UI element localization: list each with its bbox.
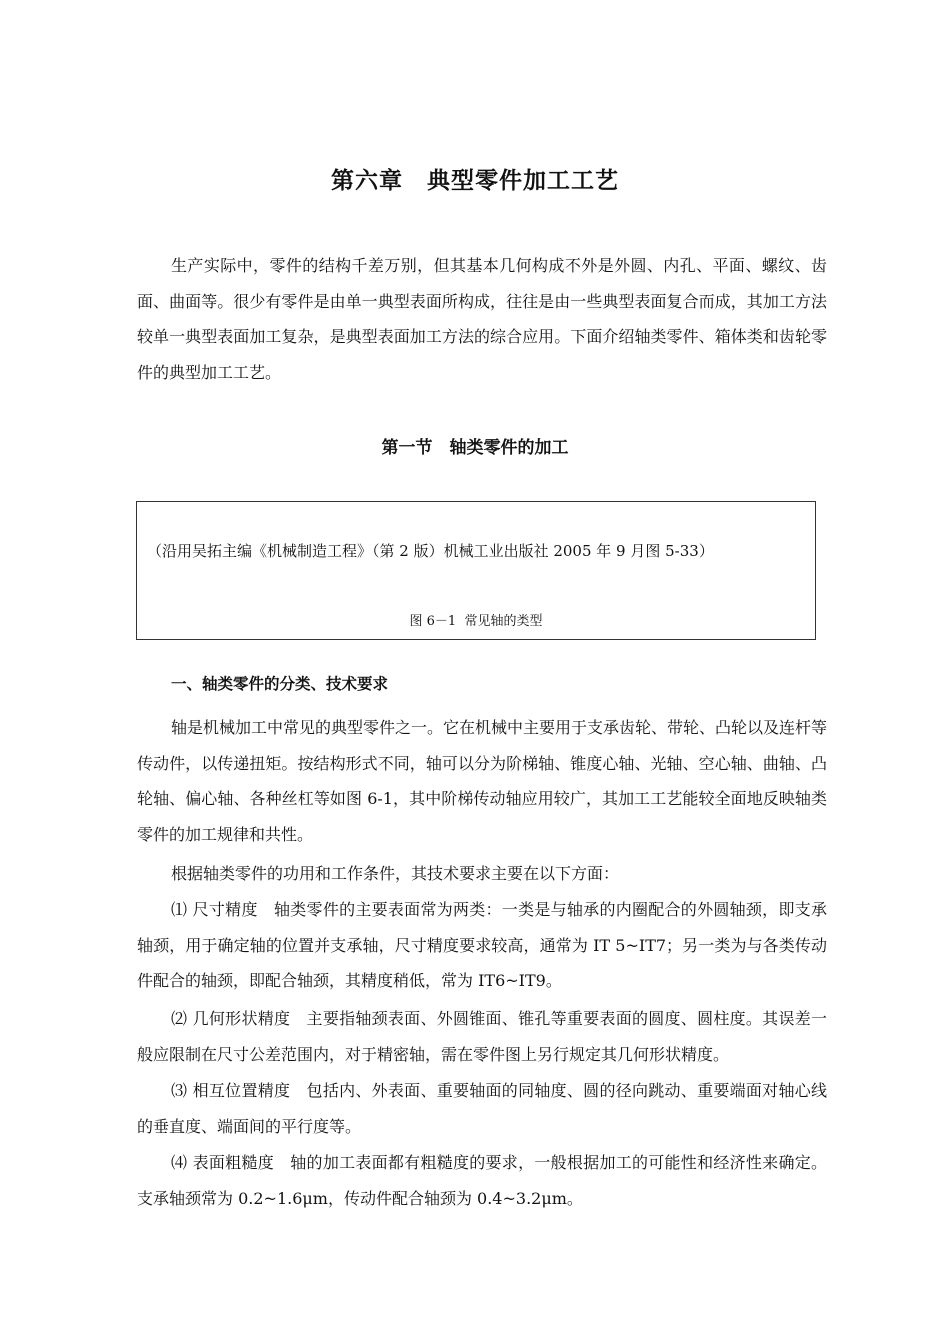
body-paragraph-5: ⑶ 相互位置精度 包括内、外表面、重要轴面的同轴度、圆的径向跳动、重要端面对轴心线的垂直度、端面间的平行度等。 (137, 1081, 827, 1136)
body-paragraph-2: 根据轴类零件的功用和工作条件，其技术要求主要在以下方面： (171, 864, 620, 883)
figure-source-note: （沿用吴拓主编《机械制造工程》（第 2 版）机械工业出版社 2005 年 9 月图 5-33） (147, 542, 714, 560)
chapter-title: 第六章 典型零件加工工艺 (331, 168, 619, 194)
section-title: 第一节 轴类零件的加工 (381, 438, 569, 458)
figure-caption: 图 6－1 常见轴的类型 (409, 614, 543, 629)
body-paragraph-1: 轴是机械加工中常见的典型零件之一。它在机械中主要用于支承齿轮、带轮、凸轮以及连杆等传动件，以传递扭矩。按结构形式不同，轴可以分为阶梯轴、锥度心轴、光轴、空心轴、曲轴、凸轮轴、偏心轴、各种丝杠等如图 6-1，其中阶梯传动轴应用较广，其加工工艺能较全面地反映轴类零件的加工规律和共性。 (137, 718, 828, 844)
subsection-title: 一、轴类零件的分类、技术要求 (171, 675, 389, 693)
body-paragraph-6: ⑷ 表面粗糙度 轴的加工表面都有粗糙度的要求，一般根据加工的可能性和经济性来确定。支承轴颈常为 0.2~1.6μm，传动件配合轴颈为 0.4~3.2μm。 (137, 1153, 827, 1208)
figure-placeholder-box (136, 501, 816, 640)
intro-paragraph: 生产实际中，零件的结构千差万别，但其基本几何构成不外是外圆、内孔、平面、螺纹、齿面、曲面等。很少有零件是由单一典型表面所构成，往往是由一些典型表面复合而成，其加工方法较单一典型表面加工复杂，是典型表面加工方法的综合应用。下面介绍轴类零件、箱体类和齿轮零件的典型加工工艺。 (137, 256, 827, 382)
body-paragraph-4: ⑵ 几何形状精度 主要指轴颈表面、外圆锥面、锥孔等重要表面的圆度、圆柱度。其误差一般应限制在尺寸公差范围内，对于精密轴，需在零件图上另行规定其几何形状精度。 (137, 1009, 827, 1064)
body-paragraph-3: ⑴ 尺寸精度 轴类零件的主要表面常为两类：一类是与轴承的内圈配合的外圆轴颈，即支承轴颈，用于确定轴的位置并支承轴，尺寸精度要求较高，通常为 IT 5~IT7；另一类为与各类传动件配合的轴颈，即配合轴颈，其精度稍低，常为 IT6~IT9。 (137, 900, 827, 990)
